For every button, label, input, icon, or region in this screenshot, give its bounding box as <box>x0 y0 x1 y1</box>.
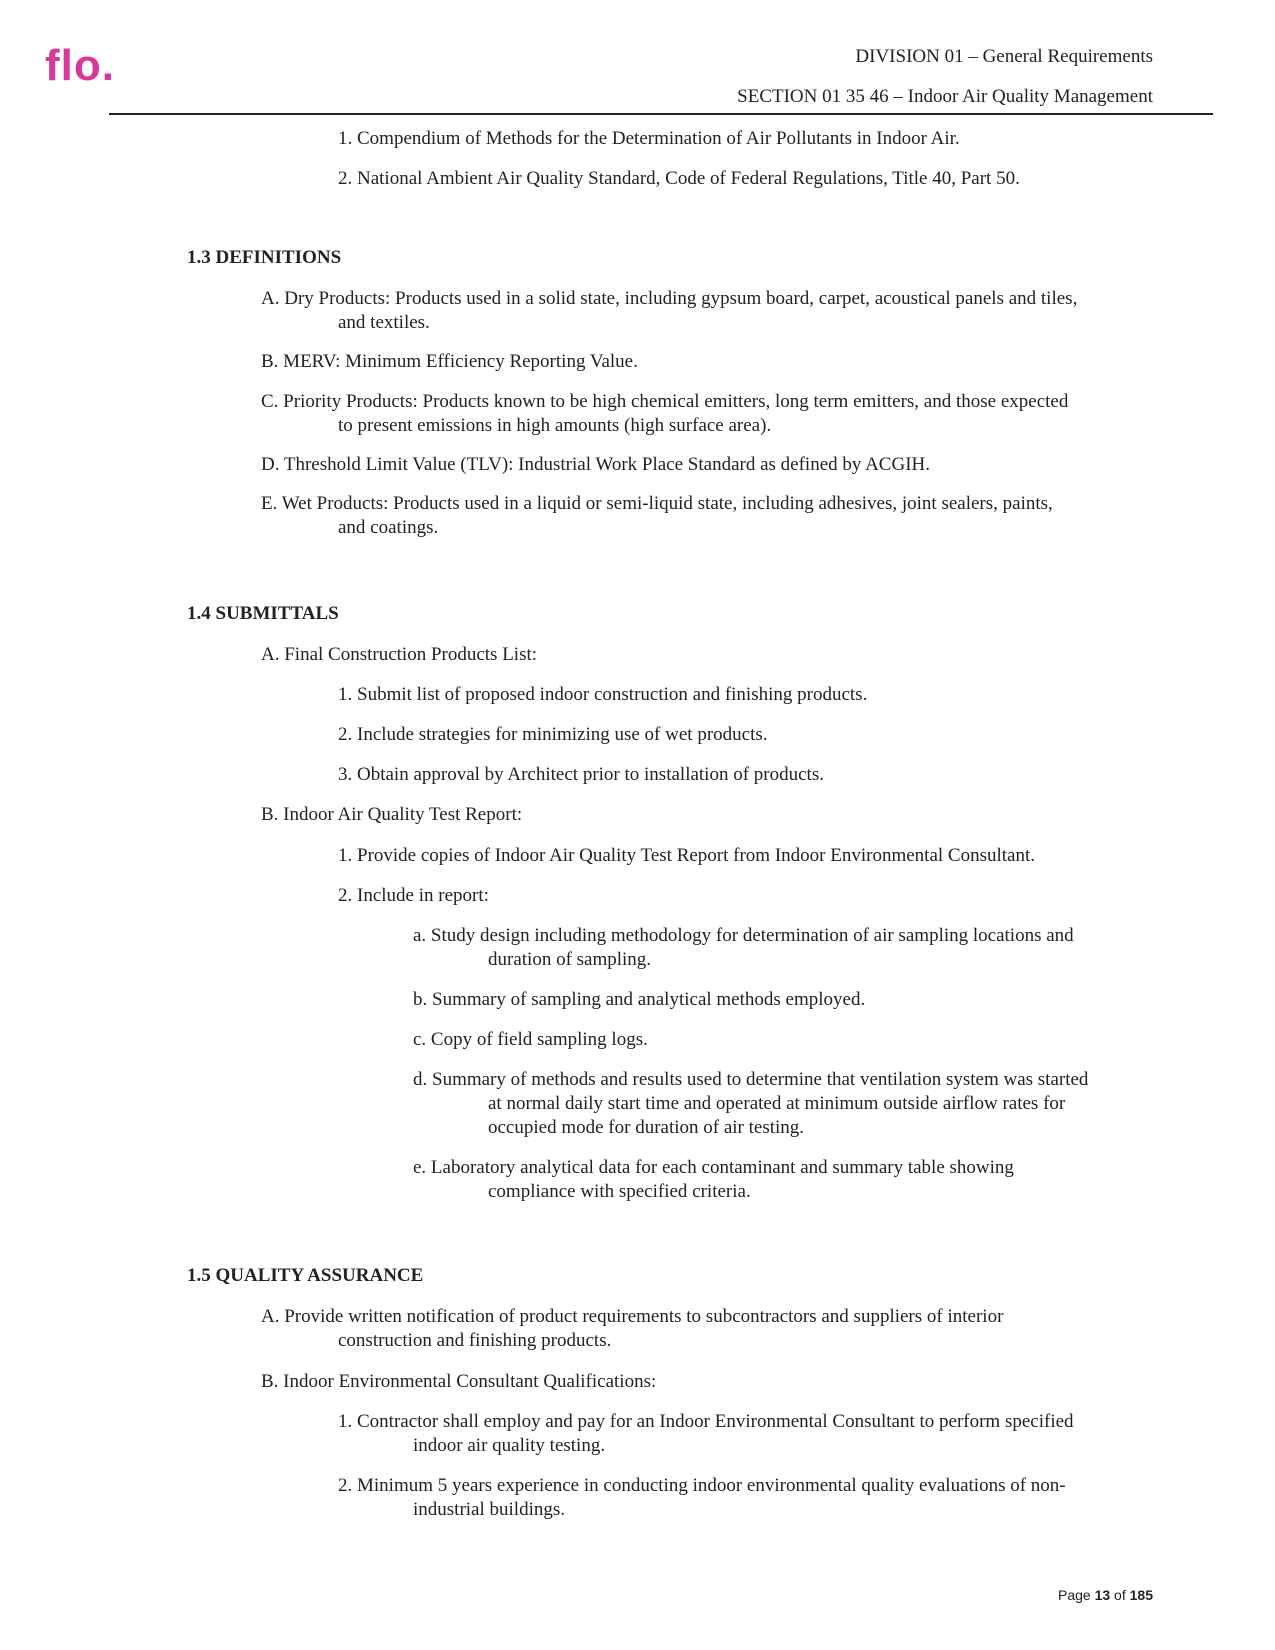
header-section: SECTION 01 35 46 – Indoor Air Quality Management <box>737 86 1153 107</box>
ref-item-2: 2. National Ambient Air Quality Standard, Code of Federal Regulations, Title 40, Part 50. <box>338 168 1020 189</box>
page-number <box>1058 1587 1153 1603</box>
header-rule <box>109 113 1213 115</box>
def-e-cont: and coatings. <box>338 517 439 538</box>
heading-definitions: 1.3 DEFINITIONS <box>187 247 342 268</box>
qa-b-2: 2. Minimum 5 years experience in conducting indoor environmental quality evaluations of non- <box>338 1475 1066 1496</box>
def-c-cont: to present emissions in high amounts (high surface area). <box>338 415 772 436</box>
qa-a: A. Provide written notification of product requirements to subcontractors and suppliers of interior <box>261 1306 1004 1327</box>
ref-item-1: 1. Compendium of Methods for the Determination of Air Pollutants in Indoor Air. <box>338 128 960 149</box>
report-e: e. Laboratory analytical data for each contaminant and summary table showing <box>413 1157 1014 1178</box>
sub-a: A. Final Construction Products List: <box>261 644 538 665</box>
def-a-cont: and textiles. <box>338 312 430 333</box>
report-b: b. Summary of sampling and analytical methods employed. <box>413 989 866 1010</box>
def-d: D. Threshold Limit Value (TLV): Industrial Work Place Standard as defined by ACGIH. <box>261 454 930 475</box>
page-prefix: Page <box>1058 1587 1095 1603</box>
sub-b-2: 2. Include in report: <box>338 885 489 906</box>
def-e: E. Wet Products: Products used in a liquid or semi-liquid state, including adhesives, joint sealers, paints, <box>261 493 1053 514</box>
def-b: B. MERV: Minimum Efficiency Reporting Value. <box>261 351 638 372</box>
flo-logo: flo. <box>45 41 115 90</box>
heading-submittals: 1.4 SUBMITTALS <box>187 603 339 624</box>
heading-quality-assurance: 1.5 QUALITY ASSURANCE <box>187 1265 424 1286</box>
report-d: d. Summary of methods and results used to determine that ventilation system was started <box>413 1069 1089 1090</box>
header-division: DIVISION 01 – General Requirements <box>855 46 1153 67</box>
qa-b: B. Indoor Environmental Consultant Qualifications: <box>261 1371 657 1392</box>
sub-a-3: 3. Obtain approval by Architect prior to installation of products. <box>338 764 824 785</box>
qa-b-1: 1. Contractor shall employ and pay for an Indoor Environmental Consultant to perform specified <box>338 1411 1074 1432</box>
sub-b-1: 1. Provide copies of Indoor Air Quality Test Report from Indoor Environmental Consultant. <box>338 845 1035 866</box>
report-d-cont-1: at normal daily start time and operated at minimum outside airflow rates for <box>488 1093 1066 1114</box>
page-current: 13 <box>1094 1587 1111 1603</box>
qa-a-cont: construction and finishing products. <box>338 1330 612 1351</box>
def-a: A. Dry Products: Products used in a solid state, including gypsum board, carpet, acoustical panels and tiles, <box>261 288 1078 309</box>
def-c: C. Priority Products: Products known to be high chemical emitters, long term emitters, and those expected <box>261 391 1069 412</box>
sub-a-1: 1. Submit list of proposed indoor construction and finishing products. <box>338 684 868 705</box>
qa-b-1-cont: indoor air quality testing. <box>413 1435 606 1456</box>
report-e-cont: compliance with specified criteria. <box>488 1181 751 1202</box>
page-of: of <box>1110 1587 1130 1603</box>
report-c: c. Copy of field sampling logs. <box>413 1029 648 1050</box>
report-a: a. Study design including methodology for determination of air sampling locations and <box>413 925 1074 946</box>
qa-b-2-cont: industrial buildings. <box>413 1499 565 1520</box>
sub-a-2: 2. Include strategies for minimizing use of wet products. <box>338 724 768 745</box>
page-total: 185 <box>1129 1587 1153 1603</box>
sub-b: B. Indoor Air Quality Test Report: <box>261 804 523 825</box>
report-a-cont: duration of sampling. <box>488 949 652 970</box>
report-d-cont-2: occupied mode for duration of air testing. <box>488 1117 805 1138</box>
